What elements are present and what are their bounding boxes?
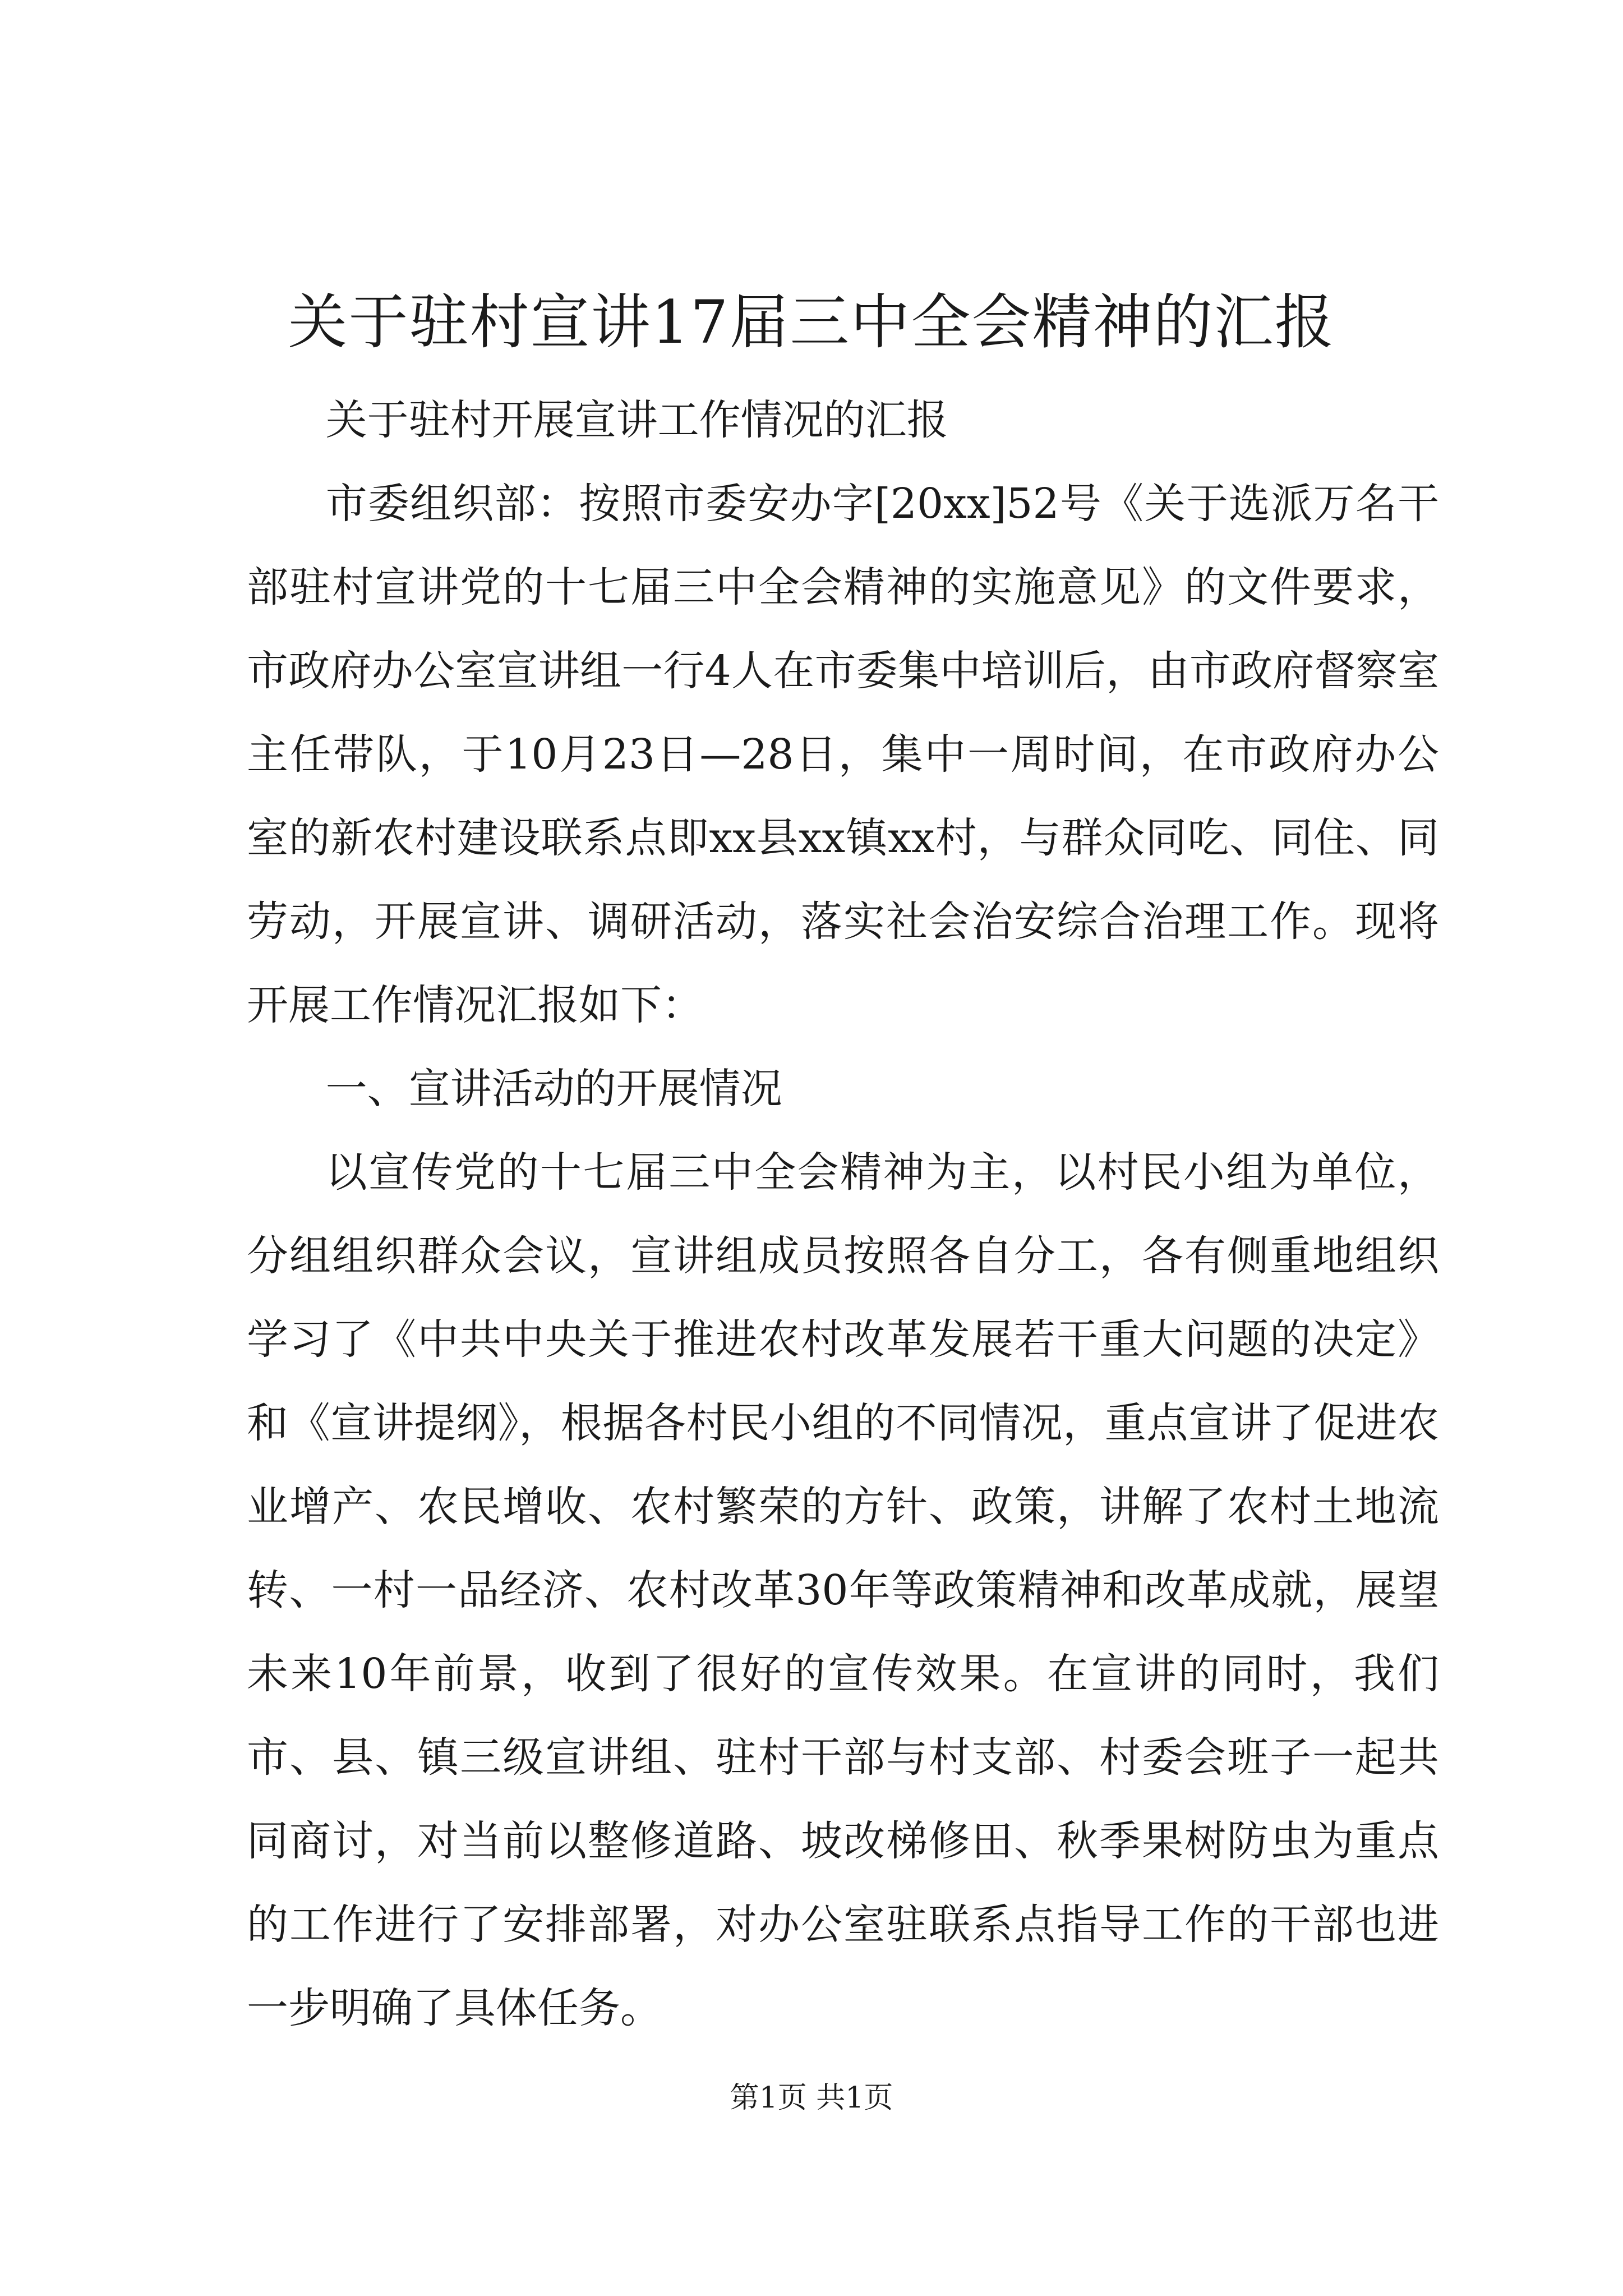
page-number-footer: 第1页 共1页 [730, 2081, 893, 2115]
intro-paragraph: 市委组织部：按照市委安办字[20xx]52号《关于选派万名干部驻村宣讲党的十七届三中全会精神的实施意见》的文件要求，市政府办公室宣讲组一行4人在市委集中培训后，由市政府督察室主任带队，于10月23日—28日，集中一周时间，在市政府办公室的新农村建设联系点即xx县xx镇xx村，与群众同吃、同住、同劳动，开展宣讲、调研活动，落实社会治安综合治理工作。现将开展工作情况汇报如下： [247, 480, 1439, 1029]
document-body [247, 379, 1439, 2050]
document-title: 关于驻村宣讲17届三中全会精神的汇报 [288, 288, 1335, 357]
section-heading-paragraph: 一、宣讲活动的开展情况 [325, 1065, 782, 1113]
report-subtitle-paragraph: 关于驻村开展宣讲工作情况的汇报 [325, 396, 948, 444]
section-body-paragraph: 以宣传党的十七届三中全会精神为主，以村民小组为单位，分组组织群众会议，宣讲组成员按照各自分工，各有侧重地组织学习了《中共中央关于推进农村改革发展若干重大问题的决定》和《宣讲提纲》，根据各村民小组的不同情况，重点宣讲了促进农业增产、农民增收、农村繁荣的方针、政策，讲解了农村土地流转、一村一品经济、农村改革30年等政策精神和改革成就，展望未来10年前景，收到了很好的宣传效果。在宣讲的同时，我们市、县、镇三级宣讲组、驻村干部与村支部、村委会班子一起共同商讨，对当前以整修道路、坡改梯修田、秋季果树防虫为重点的工作进行了安排部署，对办公室驻联系点指导工作的干部也进一步明确了具体任务。 [247, 1148, 1439, 2032]
